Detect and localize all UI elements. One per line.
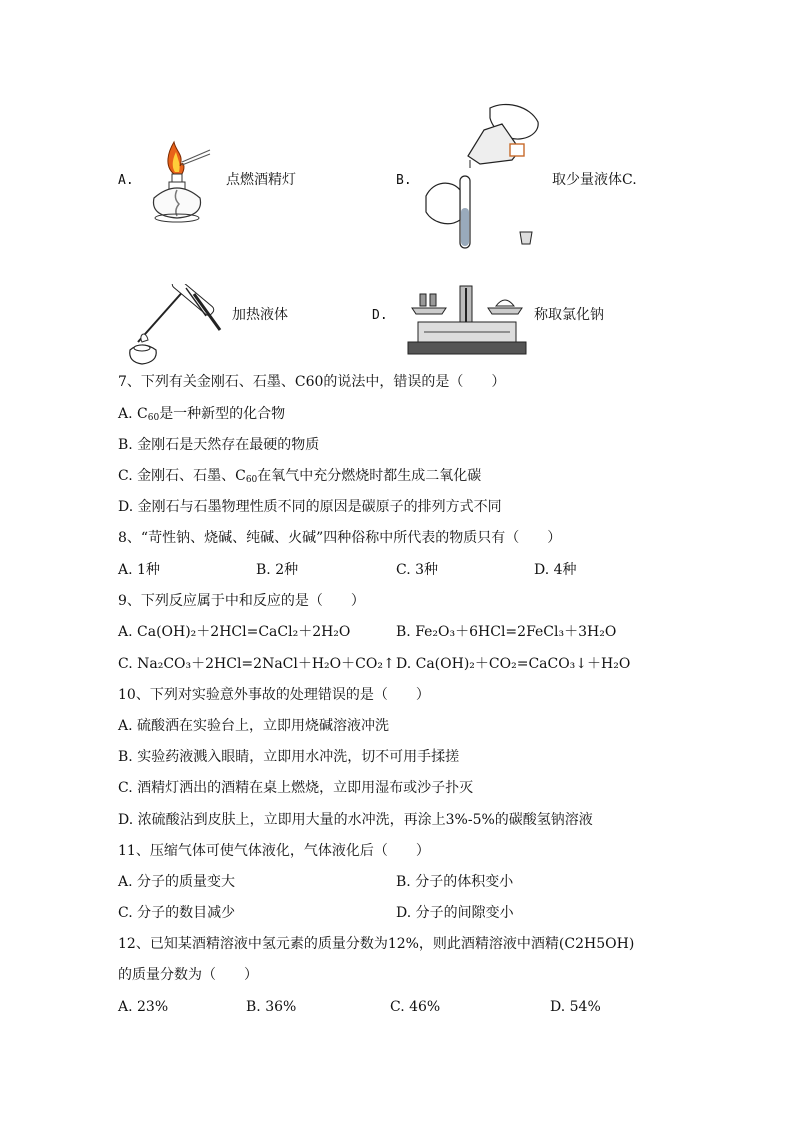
q11-option-d: D. 分子的间隙变小 [396,905,514,921]
q9-option-d: D. Ca(OH)₂＋CO₂=CaCO₃↓＋H₂O [396,656,631,672]
option-a-letter: A. [118,173,134,188]
option-c-text: 加热液体 [232,307,288,323]
alcohol-lamp-lighting-image [146,138,212,224]
q10-option-b: B. 实验药液溅入眼睛，立即用水冲洗，切不可用手揉搓 [118,749,460,765]
q11-option-a: A. 分子的质量变大 [118,874,236,890]
q8-option-d: D. 4种 [534,562,577,578]
q7-option-b: B. 金刚石是天然存在最硬的物质 [118,437,320,453]
q11-option-b: B. 分子的体积变小 [396,874,514,890]
option-d-letter: D. [372,308,388,323]
option-a-text: 点燃酒精灯 [226,172,296,188]
q11-option-c: C. 分子的数目减少 [118,905,236,921]
q12-option-c: C. 46% [390,999,441,1015]
q9-option-c: C. Na₂CO₃＋2HCl=2NaCl＋H₂O＋CO₂↑ [118,656,395,672]
q8-option-b: B. 2种 [256,562,299,578]
option-d-text: 称取氯化钠 [534,307,604,323]
q10-option-d: D. 浓硫酸沾到皮肤上，立即用大量的水冲洗，再涂上3%-5%的碳酸氢钠溶液 [118,812,593,828]
q12-option-d: D. 54% [550,999,601,1015]
q9-stem: 9、下列反应属于中和反应的是（ ） [118,593,365,609]
q9-option-a: A. Ca(OH)₂＋2HCl=CaCl₂＋2H₂O [118,624,351,640]
q10-option-a: A. 硫酸洒在实验台上，立即用烧碱溶液冲洗 [118,718,390,734]
q7-stem: 7、下列有关金刚石、石墨、C60的说法中，错误的是（ ） [118,374,506,390]
q10-stem: 10、下列对实验意外事故的处理错误的是（ ） [118,687,430,703]
q10-option-c: C. 酒精灯洒出的酒精在桌上燃烧，立即用湿布或沙子扑灭 [118,780,474,796]
heating-liquid-image [124,284,228,366]
option-b-text: 取少量液体C. [552,172,637,188]
q8-stem: 8、“苛性钠、烧碱、纯碱、火碱”四种俗称中所代表的物质只有（ ） [118,530,562,546]
balance-scale-image [404,282,530,358]
q9-option-b: B. Fe₂O₃＋6HCl=2FeCl₃＋3H₂O [396,624,617,640]
q12-option-a: A. 23% [118,999,169,1015]
q8-option-c: C. 3种 [396,562,439,578]
q12-stem-line1: 12、已知某酒精溶液中氢元素的质量分数为12%，则此酒精溶液中酒精(C2H5OH) [118,936,635,952]
pouring-liquid-image [420,100,544,252]
q8-option-a: A. 1种 [118,562,160,578]
q12-option-b: B. 36% [246,999,297,1015]
q7-option-c: C. 金刚石、石墨、$C_{60}$在氧气中充分燃烧时都生成二氧化碳 [118,468,482,485]
q7-option-d: D. 金刚石与石墨物理性质不同的原因是碳原子的排列方式不同 [118,499,502,515]
q12-stem-line2: 的质量分数为（ ） [118,967,258,983]
option-b-letter: B. [396,173,412,188]
q7-option-a: A. $C_{60}$是一种新型的化合物 [118,406,286,423]
q11-stem: 11、压缩气体可使气体液化，气体液化后（ ） [118,843,430,859]
